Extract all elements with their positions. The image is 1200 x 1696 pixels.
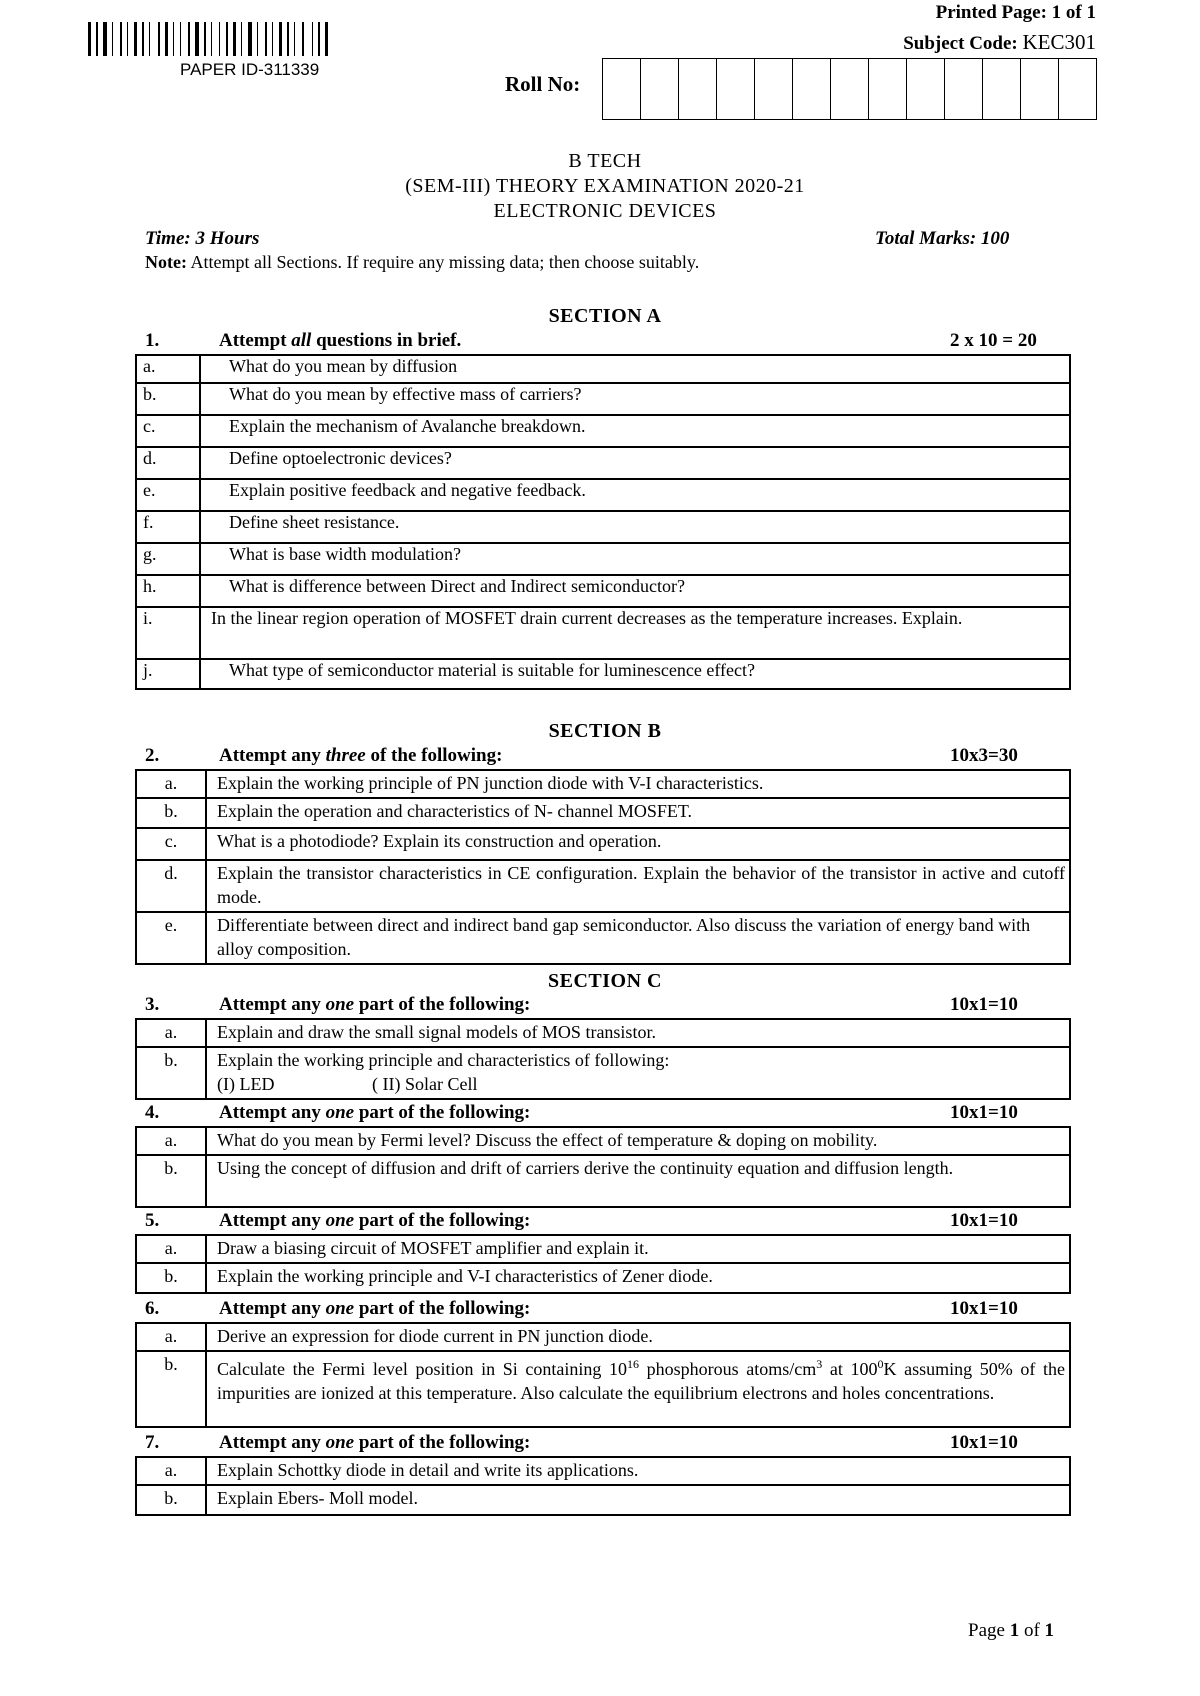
barcode-bar <box>294 22 295 56</box>
barcode-bar <box>287 22 289 56</box>
question-instruction: Attempt any one part of the following: <box>219 1298 531 1319</box>
barcode-bar <box>291 22 292 56</box>
barcode-bar <box>176 22 178 56</box>
section-c-title: SECTION C <box>548 970 662 992</box>
item-label: e. <box>136 912 206 964</box>
item-text: What type of semiconductor material is suitable for luminescence effect? <box>200 659 1070 689</box>
item-label: b. <box>136 1155 206 1207</box>
barcode-bar <box>120 22 122 56</box>
table-row <box>136 798 1070 828</box>
question-marks: 10x1=10 <box>950 1210 1018 1231</box>
question-number: 3. <box>145 994 160 1015</box>
barcode-bar <box>322 22 323 56</box>
item-label: h. <box>136 575 200 607</box>
barcode-bar <box>96 22 98 56</box>
question-instruction: Attempt any one part of the following: <box>219 1102 531 1123</box>
table-row <box>136 1127 1070 1155</box>
table-row <box>136 828 1070 860</box>
item-text-main: Explain the working principle and characteristics of following: <box>217 1050 670 1070</box>
barcode-bar <box>312 22 313 56</box>
sub-item: ( II) Solar Cell <box>372 1074 478 1094</box>
table-row <box>136 479 1070 511</box>
question-7-table <box>135 1456 1071 1516</box>
exam-title: (SEM-III) THEORY EXAMINATION 2020-21 <box>405 175 805 197</box>
question-instruction: Attempt all questions in brief. <box>219 330 462 351</box>
roll-no-box[interactable] <box>869 59 907 119</box>
item-text: What do you mean by Fermi level? Discuss the effect of temperature & doping on mobility. <box>206 1127 1070 1155</box>
barcode-bar <box>279 22 282 56</box>
table-row <box>136 355 1070 383</box>
roll-no-box[interactable] <box>831 59 869 119</box>
item-label: e. <box>136 479 200 511</box>
table-row <box>136 1235 1070 1263</box>
barcode-bar <box>195 22 199 56</box>
barcode-bar <box>192 22 193 56</box>
roll-no-box[interactable] <box>945 59 983 119</box>
barcode-bar <box>152 22 156 56</box>
barcode-bar <box>254 22 255 56</box>
table-row <box>136 1047 1070 1099</box>
item-label: b. <box>136 1485 206 1515</box>
barcode-bar <box>325 22 328 56</box>
barcode-bar <box>222 22 224 56</box>
item-label: b. <box>136 798 206 828</box>
item-label: a. <box>136 1323 206 1351</box>
barcode-bar <box>241 22 242 56</box>
table-row <box>136 1457 1070 1485</box>
item-text: Explain and draw the small signal models of MOS transistor. <box>206 1019 1070 1047</box>
question-marks: 10x1=10 <box>950 1432 1018 1453</box>
question-number: 6. <box>145 1298 160 1319</box>
item-text: Explain the transistor characteristics in CE configuration. Explain the behavior of the transistor in active and cutoff mode. <box>206 860 1070 912</box>
barcode-bar <box>170 22 171 56</box>
barcode-bar <box>158 22 160 56</box>
item-label: f. <box>136 511 200 543</box>
item-label: d. <box>136 447 200 479</box>
item-text: Explain the mechanism of Avalanche breakdown. <box>200 415 1070 447</box>
barcode-bar <box>109 22 110 56</box>
barcode-bar <box>315 22 316 56</box>
table-row <box>136 511 1070 543</box>
item-label: a. <box>136 1127 206 1155</box>
roll-no-box[interactable] <box>755 59 793 119</box>
item-label: b. <box>136 1351 206 1427</box>
barcode-bar <box>265 22 267 56</box>
table-row <box>136 1263 1070 1293</box>
subject-title: ELECTRONIC DEVICES <box>493 200 717 222</box>
question-marks: 10x1=10 <box>950 1298 1018 1319</box>
question-1-header <box>145 330 1060 352</box>
barcode-bar <box>130 22 132 56</box>
table-row <box>136 1323 1070 1351</box>
barcode-bar <box>257 22 258 56</box>
question-number: 2. <box>145 745 160 766</box>
barcode-bar <box>127 22 128 56</box>
item-text: Derive an expression for diode current in PN junction diode. <box>206 1323 1070 1351</box>
paper-id: PAPER ID-311339 <box>180 60 320 79</box>
roll-no-box[interactable] <box>907 59 945 119</box>
table-row <box>136 575 1070 607</box>
barcode-bar <box>230 22 231 56</box>
question-number: 4. <box>145 1102 160 1123</box>
item-text: Explain Schottky diode in detail and write its applications. <box>206 1457 1070 1485</box>
question-number: 7. <box>145 1432 160 1453</box>
barcode-bar <box>180 22 181 56</box>
table-row <box>136 447 1070 479</box>
item-label: b. <box>136 383 200 415</box>
barcode-bar <box>103 22 107 56</box>
barcode-bar <box>272 22 273 56</box>
barcode-bar <box>226 22 228 56</box>
barcode-bar <box>306 22 310 56</box>
barcode-bar <box>188 22 190 56</box>
question-3-header <box>145 994 1060 1016</box>
item-label: b. <box>136 1047 206 1099</box>
barcode-bar <box>214 22 217 56</box>
question-marks: 2 x 10 = 20 <box>950 330 1037 351</box>
barcode-bar <box>238 22 239 56</box>
question-5-table <box>135 1234 1071 1294</box>
item-label: c. <box>136 415 200 447</box>
table-row <box>136 659 1070 689</box>
item-text: Draw a biasing circuit of MOSFET amplifier and explain it. <box>206 1235 1070 1263</box>
barcode-bar <box>318 22 320 56</box>
barcode-bar <box>302 22 304 56</box>
roll-no-box[interactable] <box>983 59 1021 119</box>
barcode-bar <box>244 22 246 56</box>
barcode-bar <box>88 22 91 56</box>
table-row <box>136 1155 1070 1207</box>
item-label: a. <box>136 770 206 798</box>
item-text: Explain the working principle and V-I characteristics of Zener diode. <box>206 1263 1070 1293</box>
table-row <box>136 543 1070 575</box>
printed-page: Printed Page: 1 of 1 <box>935 2 1096 23</box>
barcode-bar <box>183 22 186 56</box>
item-text: Using the concept of diffusion and drift of carriers derive the continuity equation and diffusion length. <box>206 1155 1070 1207</box>
question-instruction: Attempt any three of the following: <box>219 745 503 766</box>
question-marks: 10x3=30 <box>950 745 1018 766</box>
item-text: What do you mean by effective mass of carriers? <box>200 383 1070 415</box>
table-row <box>136 912 1070 964</box>
item-label: a. <box>136 1019 206 1047</box>
total-marks: Total Marks: 100 <box>875 228 1010 249</box>
question-7-header <box>145 1432 1060 1454</box>
barcode-bar <box>204 22 206 56</box>
time-allowed: Time: 3 Hours <box>145 228 260 249</box>
note-label: Note: <box>145 252 187 272</box>
roll-no-box[interactable] <box>793 59 831 119</box>
subject-code-value: KEC301 <box>1022 30 1096 54</box>
barcode-bar <box>115 22 118 56</box>
item-label: a. <box>136 355 200 383</box>
barcode-bar <box>112 22 113 56</box>
barcode-bar <box>208 22 209 56</box>
item-text: Explain the operation and characteristics of N- channel MOSFET. <box>206 798 1070 828</box>
item-label: i. <box>136 607 200 659</box>
question-marks: 10x1=10 <box>950 1102 1018 1123</box>
sub-item: (I) LED <box>217 1074 275 1094</box>
item-text: What is base width modulation? <box>200 543 1070 575</box>
roll-no-box[interactable] <box>679 59 717 119</box>
question-6-header <box>145 1298 1060 1320</box>
item-text: In the linear region operation of MOSFET drain current decreases as the temperature increases. Explain. <box>200 607 1070 659</box>
item-text: Explain Ebers- Moll model. <box>206 1485 1070 1515</box>
question-3-table <box>135 1018 1071 1100</box>
roll-no-boxes[interactable] <box>602 58 1097 120</box>
table-row <box>136 1351 1070 1427</box>
note <box>145 252 699 273</box>
roll-no-box[interactable] <box>1059 59 1096 119</box>
barcode-bar <box>165 22 168 56</box>
degree-title: B TECH <box>568 150 642 172</box>
question-instruction: Attempt any one part of the following: <box>219 1432 531 1453</box>
item-label: g. <box>136 543 200 575</box>
roll-no-box[interactable] <box>603 59 641 119</box>
barcode-bar <box>260 22 263 56</box>
barcode-bar <box>93 22 94 56</box>
roll-no-box[interactable] <box>717 59 755 119</box>
item-text: Define sheet resistance. <box>200 511 1070 543</box>
item-label: a. <box>136 1457 206 1485</box>
item-text: Define optoelectronic devices? <box>200 447 1070 479</box>
item-label: a. <box>136 1235 206 1263</box>
barcode-bar <box>248 22 252 56</box>
section-a-table <box>135 354 1071 690</box>
question-5-header <box>145 1210 1060 1232</box>
barcode-bar <box>219 22 220 56</box>
barcode-bar <box>173 22 174 56</box>
barcode-bar <box>149 22 150 56</box>
barcode-bar <box>134 22 137 56</box>
question-6-table <box>135 1322 1071 1428</box>
item-text: Explain positive feedback and negative feedback. <box>200 479 1070 511</box>
section-b-table <box>135 769 1071 965</box>
barcode-bar <box>269 22 270 56</box>
table-row <box>136 860 1070 912</box>
item-text: Explain the working principle of PN junction diode with V-I characteristics. <box>206 770 1070 798</box>
barcode-bar <box>233 22 236 56</box>
section-a-title: SECTION A <box>548 305 662 327</box>
question-4-table <box>135 1126 1071 1208</box>
barcode-bar <box>201 22 202 56</box>
barcode-bar <box>284 22 285 56</box>
barcode-bar <box>297 22 300 56</box>
item-text: Differentiate between direct and indirect band gap semiconductor. Also discuss the variation of energy band with alloy composition. <box>206 912 1070 964</box>
item-text: What is difference between Direct and Indirect semiconductor? <box>200 575 1070 607</box>
item-text: Calculate the Fermi level position in Si containing $10^{16}$ phosphorous atoms/$cm^3$ at $100^0K$ assuming 50% of the impurities are ionized at this temperature. Also calculate the equilibrium electrons and holes concentrations. <box>206 1351 1070 1427</box>
barcode-bar <box>162 22 163 56</box>
barcode-bar <box>142 22 144 56</box>
question-instruction: Attempt any one part of the following: <box>219 1210 531 1231</box>
item-text <box>206 1047 1070 1099</box>
table-row <box>136 415 1070 447</box>
item-text: What do you mean by diffusion <box>200 355 1070 383</box>
roll-no-box[interactable] <box>641 59 679 119</box>
barcode-bar <box>100 22 101 56</box>
barcode-bar <box>124 22 125 56</box>
table-row <box>136 1019 1070 1047</box>
barcode-bar <box>139 22 140 56</box>
barcode-bar <box>211 22 212 56</box>
table-row <box>136 1485 1070 1515</box>
barcode-bar <box>330 22 331 56</box>
barcode <box>88 22 448 56</box>
section-b-title: SECTION B <box>548 720 662 742</box>
question-number: 5. <box>145 1210 160 1231</box>
question-number: 1. <box>145 330 160 351</box>
item-label: b. <box>136 1263 206 1293</box>
item-label: d. <box>136 860 206 912</box>
item-label: c. <box>136 828 206 860</box>
subject-code <box>903 30 1096 55</box>
item-text: What is a photodiode? Explain its construction and operation. <box>206 828 1070 860</box>
roll-no-box[interactable] <box>1021 59 1059 119</box>
item-label: j. <box>136 659 200 689</box>
page-number: Page 1 of 1 <box>968 1620 1055 1641</box>
question-marks: 10x1=10 <box>950 994 1018 1015</box>
question-2-header <box>145 745 1060 767</box>
subject-code-label: Subject Code: <box>903 33 1018 54</box>
roll-no-label: Roll No: <box>505 72 581 96</box>
table-row <box>136 383 1070 415</box>
question-instruction: Attempt any one part of the following: <box>219 994 531 1015</box>
table-row <box>136 607 1070 659</box>
barcode-bar <box>146 22 147 56</box>
table-row <box>136 770 1070 798</box>
note-text: Attempt all Sections. If require any missing data; then choose suitably. <box>190 252 700 272</box>
barcode-bar <box>275 22 277 56</box>
question-4-header <box>145 1102 1060 1124</box>
